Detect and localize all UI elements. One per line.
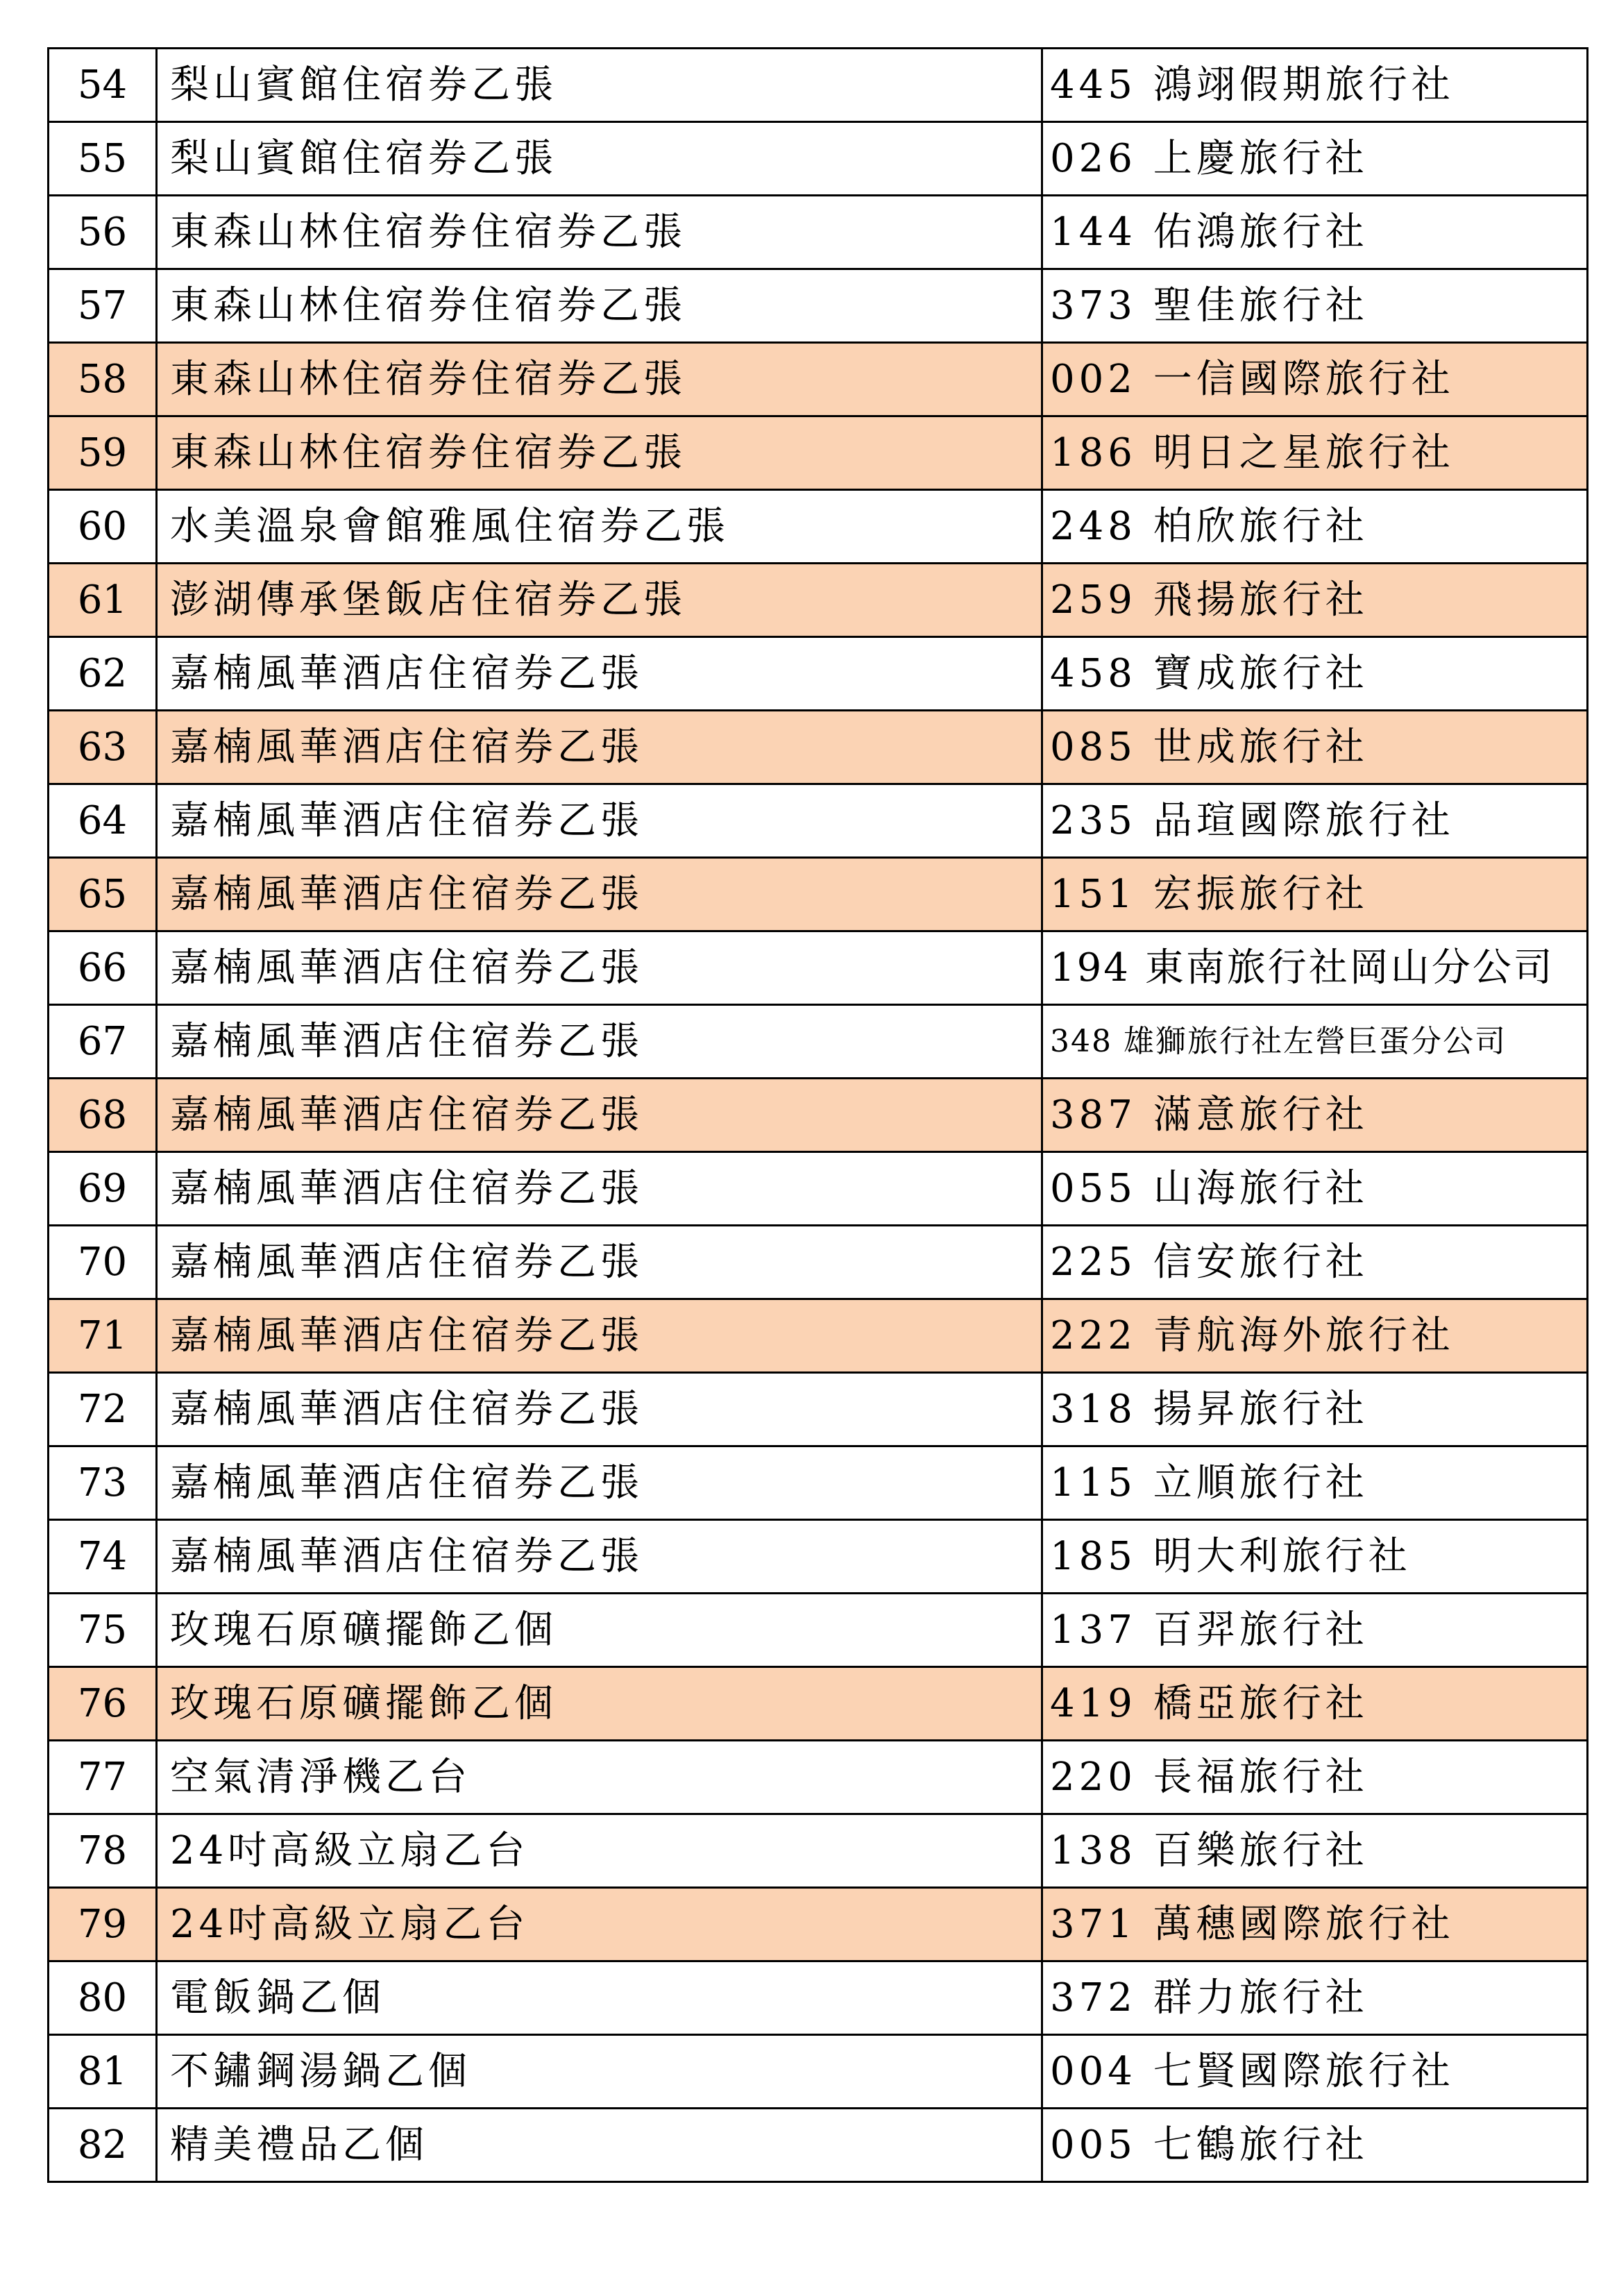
- winning-agency: 387 滿意旅行社: [1042, 1079, 1588, 1152]
- winning-agency: 055 山海旅行社: [1042, 1152, 1588, 1226]
- table-row: [49, 1667, 1588, 1741]
- prize-description: 嘉楠風華酒店住宿券乙張: [157, 858, 1042, 931]
- prize-description: 嘉楠風華酒店住宿券乙張: [157, 637, 1042, 711]
- prize-description: 24吋高級立扇乙台: [157, 1814, 1042, 1888]
- row-number: 61: [49, 564, 157, 637]
- table-row: [49, 1520, 1588, 1594]
- prize-description: 嘉楠風華酒店住宿券乙張: [157, 1079, 1042, 1152]
- table-row: [49, 416, 1588, 490]
- winning-agency: 115 立順旅行社: [1042, 1446, 1588, 1520]
- row-number: 72: [49, 1373, 157, 1446]
- prize-description: 東森山林住宿券住宿券乙張: [157, 269, 1042, 343]
- table-row: [49, 784, 1588, 858]
- prize-description: 嘉楠風華酒店住宿券乙張: [157, 1152, 1042, 1226]
- row-number: 57: [49, 269, 157, 343]
- table-row: [49, 49, 1588, 122]
- row-number: 63: [49, 711, 157, 784]
- prize-description: 嘉楠風華酒店住宿券乙張: [157, 1520, 1042, 1594]
- row-number: 80: [49, 1961, 157, 2035]
- prize-description: 嘉楠風華酒店住宿券乙張: [157, 931, 1042, 1005]
- table-row: [49, 1961, 1588, 2035]
- winning-agency: 222 青航海外旅行社: [1042, 1299, 1588, 1373]
- prize-description: 水美溫泉會館雅風住宿券乙張: [157, 490, 1042, 564]
- winning-agency: 151 宏振旅行社: [1042, 858, 1588, 931]
- row-number: 67: [49, 1005, 157, 1079]
- prize-description: 梨山賓館住宿券乙張: [157, 122, 1042, 196]
- table-row: [49, 343, 1588, 416]
- winning-agency: 372 群力旅行社: [1042, 1961, 1588, 2035]
- table-row: [49, 2109, 1588, 2182]
- prize-description: 嘉楠風華酒店住宿券乙張: [157, 1446, 1042, 1520]
- prize-description: 東森山林住宿券住宿券乙張: [157, 196, 1042, 269]
- row-number: 77: [49, 1741, 157, 1814]
- prize-description: 嘉楠風華酒店住宿券乙張: [157, 711, 1042, 784]
- row-number: 79: [49, 1888, 157, 1961]
- table-row: [49, 1888, 1588, 1961]
- winning-agency: 445 鴻翊假期旅行社: [1042, 49, 1588, 122]
- winning-agency: 220 長福旅行社: [1042, 1741, 1588, 1814]
- row-number: 81: [49, 2035, 157, 2109]
- row-number: 73: [49, 1446, 157, 1520]
- prize-description: 嘉楠風華酒店住宿券乙張: [157, 1373, 1042, 1446]
- table-row: [49, 711, 1588, 784]
- prize-description: 不鏽鋼湯鍋乙個: [157, 2035, 1042, 2109]
- row-number: 76: [49, 1667, 157, 1741]
- row-number: 64: [49, 784, 157, 858]
- row-number: 59: [49, 416, 157, 490]
- row-number: 75: [49, 1594, 157, 1667]
- row-number: 82: [49, 2109, 157, 2182]
- prize-description: 嘉楠風華酒店住宿券乙張: [157, 784, 1042, 858]
- winning-agency: 004 七賢國際旅行社: [1042, 2035, 1588, 2109]
- table-row: [49, 931, 1588, 1005]
- table-row: [49, 1373, 1588, 1446]
- winning-agency: 002 一信國際旅行社: [1042, 343, 1588, 416]
- row-number: 55: [49, 122, 157, 196]
- row-number: 68: [49, 1079, 157, 1152]
- table-row: [49, 1299, 1588, 1373]
- table-row: [49, 122, 1588, 196]
- row-number: 71: [49, 1299, 157, 1373]
- winning-agency: 371 萬穗國際旅行社: [1042, 1888, 1588, 1961]
- winning-agency: 248 柏欣旅行社: [1042, 490, 1588, 564]
- table-row: [49, 1079, 1588, 1152]
- table-row: [49, 1005, 1588, 1079]
- prize-description: 空氣清淨機乙台: [157, 1741, 1042, 1814]
- winning-agency: 225 信安旅行社: [1042, 1226, 1588, 1299]
- row-number: 58: [49, 343, 157, 416]
- prize-description: 24吋高級立扇乙台: [157, 1888, 1042, 1961]
- prize-description: 東森山林住宿券住宿券乙張: [157, 416, 1042, 490]
- prize-description: 嘉楠風華酒店住宿券乙張: [157, 1226, 1042, 1299]
- table-row: [49, 564, 1588, 637]
- winning-agency: 137 百羿旅行社: [1042, 1594, 1588, 1667]
- row-number: 74: [49, 1520, 157, 1594]
- winning-agency: 318 揚昇旅行社: [1042, 1373, 1588, 1446]
- winning-agency: 259 飛揚旅行社: [1042, 564, 1588, 637]
- row-number: 62: [49, 637, 157, 711]
- prize-draw-table: [47, 47, 1588, 2183]
- winning-agency: 235 品瑄國際旅行社: [1042, 784, 1588, 858]
- prize-table-body: [49, 49, 1588, 2182]
- winning-agency: 194 東南旅行社岡山分公司: [1042, 931, 1588, 1005]
- prize-description: 電飯鍋乙個: [157, 1961, 1042, 2035]
- winning-agency: 373 聖佳旅行社: [1042, 269, 1588, 343]
- row-number: 54: [49, 49, 157, 122]
- prize-description: 精美禮品乙個: [157, 2109, 1042, 2182]
- table-row: [49, 196, 1588, 269]
- prize-description: 梨山賓館住宿券乙張: [157, 49, 1042, 122]
- table-row: [49, 269, 1588, 343]
- prize-description: 嘉楠風華酒店住宿券乙張: [157, 1005, 1042, 1079]
- winning-agency: 144 佑鴻旅行社: [1042, 196, 1588, 269]
- winning-agency: 026 上慶旅行社: [1042, 122, 1588, 196]
- table-row: [49, 1594, 1588, 1667]
- table-row: [49, 637, 1588, 711]
- prize-description: 東森山林住宿券住宿券乙張: [157, 343, 1042, 416]
- prize-description: 玫瑰石原礦擺飾乙個: [157, 1594, 1042, 1667]
- prize-description: 玫瑰石原礦擺飾乙個: [157, 1667, 1042, 1741]
- prize-description: 澎湖傳承堡飯店住宿券乙張: [157, 564, 1042, 637]
- row-number: 65: [49, 858, 157, 931]
- winning-agency: 186 明日之星旅行社: [1042, 416, 1588, 490]
- winning-agency: 085 世成旅行社: [1042, 711, 1588, 784]
- winning-agency: 419 橋亞旅行社: [1042, 1667, 1588, 1741]
- winning-agency: 458 寶成旅行社: [1042, 637, 1588, 711]
- winning-agency: 348 雄獅旅行社左營巨蛋分公司: [1042, 1005, 1588, 1079]
- table-row: [49, 858, 1588, 931]
- row-number: 66: [49, 931, 157, 1005]
- row-number: 60: [49, 490, 157, 564]
- table-row: [49, 1226, 1588, 1299]
- row-number: 69: [49, 1152, 157, 1226]
- table-row: [49, 490, 1588, 564]
- winning-agency: 138 百樂旅行社: [1042, 1814, 1588, 1888]
- table-row: [49, 2035, 1588, 2109]
- row-number: 70: [49, 1226, 157, 1299]
- row-number: 56: [49, 196, 157, 269]
- row-number: 78: [49, 1814, 157, 1888]
- winning-agency: 185 明大利旅行社: [1042, 1520, 1588, 1594]
- table-row: [49, 1152, 1588, 1226]
- prize-description: 嘉楠風華酒店住宿券乙張: [157, 1299, 1042, 1373]
- table-row: [49, 1814, 1588, 1888]
- table-row: [49, 1446, 1588, 1520]
- table-row: [49, 1741, 1588, 1814]
- winning-agency: 005 七鶴旅行社: [1042, 2109, 1588, 2182]
